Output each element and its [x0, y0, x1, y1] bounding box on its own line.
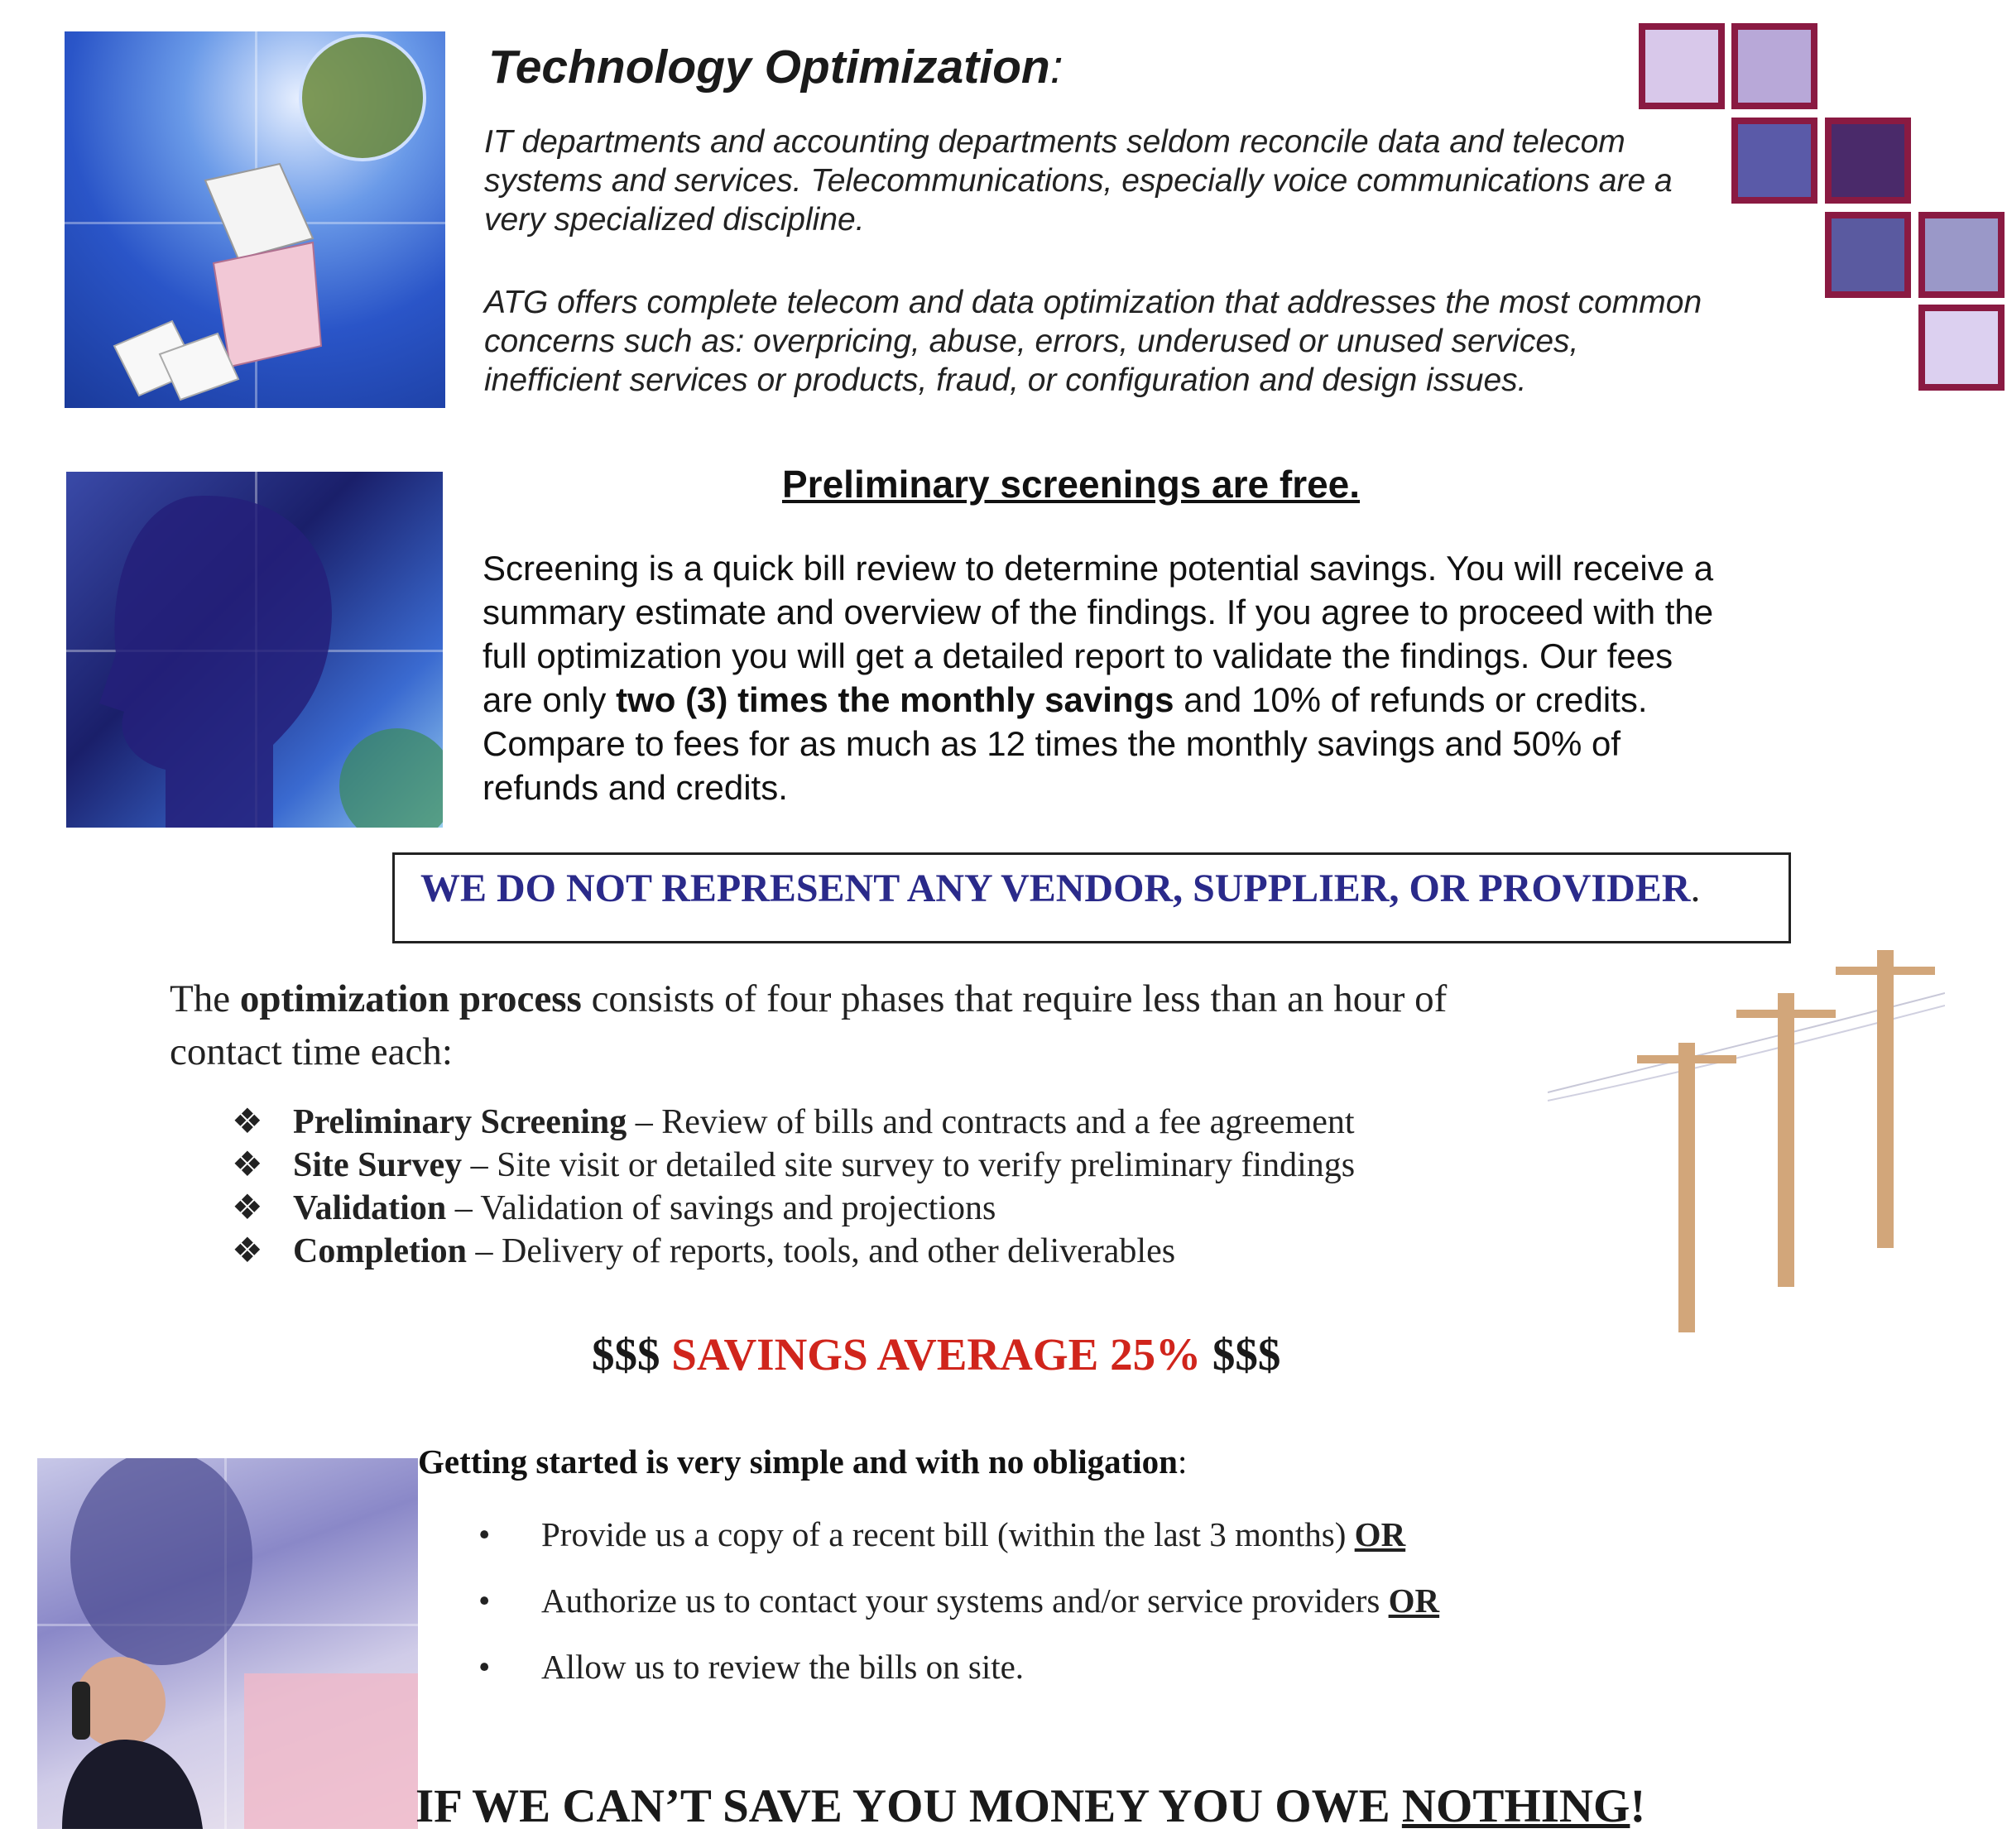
diamond-bullet-icon: ❖ [232, 1232, 263, 1270]
diamond-bullet-icon: ❖ [232, 1189, 263, 1227]
square-decor [1825, 212, 1911, 298]
steps-list [478, 1513, 1637, 1711]
screening-heading: Preliminary screenings are free. [782, 463, 1361, 506]
phase-list [232, 1101, 1556, 1273]
list-item: ❖ Site Survey – Site visit or detailed site survey to verify preliminary findings [232, 1144, 1556, 1187]
getting-started-heading: Getting started is very simple and with no obligation: [418, 1442, 1188, 1481]
square-decor [1825, 118, 1911, 204]
list-item: • Provide us a copy of a recent bill (within the last 3 months) OR [478, 1513, 1637, 1556]
bullet-icon: • [478, 1648, 491, 1686]
bullet-icon: • [478, 1515, 491, 1553]
list-item: ❖ Preliminary Screening – Review of bills and contracts and a fee agreement [232, 1101, 1556, 1144]
diamond-bullet-icon: ❖ [232, 1146, 263, 1184]
guarantee-footer: IF WE CAN’T SAVE YOU MONEY YOU OWE NOTHING! [415, 1780, 1646, 1832]
screening-paragraph: Screening is a quick bill review to determine potential savings. You will receive a summary estimate and overview of the findings. If you agree to proceed with the full optimization you will get a detailed report to validate the findings. Our fees are only two (3) times the monthly savings and 10% of refunds or credits. Compare to fees for as much as 12 times the monthly savings and 50% of refunds and credits. [483, 549, 1714, 807]
savings-banner: $$$ SAVINGS AVERAGE 25% $$$ [592, 1329, 1281, 1380]
vendor-notice-text: WE DO NOT REPRESENT ANY VENDOR, SUPPLIER, OR PROVIDER. [420, 866, 1701, 910]
intro-paragraph-2: ATG offers complete telecom and data optimization that addresses the most common concerns such as: overpricing, abuse, errors, underused or unused services, inefficient services or products, fraud, or configuration and design issues. [484, 285, 1702, 398]
page-title: Technology Optimization: [488, 41, 1064, 94]
square-decor [1731, 23, 1817, 109]
process-intro: The optimization process consists of four phases that require less than an hour of contact time each: [170, 977, 1448, 1073]
list-item: ❖ Completion – Delivery of reports, tools, and other deliverables [232, 1230, 1556, 1273]
list-item: • Allow us to review the bills on site. [478, 1645, 1637, 1688]
square-decor [1731, 118, 1817, 204]
square-decor [1918, 305, 2005, 391]
businessman-phone-image [37, 1458, 418, 1829]
list-item: • Authorize us to contact your systems and/or service providers OR [478, 1579, 1637, 1622]
bullet-icon: • [478, 1582, 491, 1620]
square-decor [1639, 23, 1725, 109]
globe-mail-image [65, 31, 445, 408]
intro-paragraph-1: IT departments and accounting departments seldom reconcile data and telecom systems and services. Telecommunications, especially voice communications are a very specialized discipline. [484, 124, 1673, 238]
square-decor [1918, 212, 2005, 298]
diamond-bullet-icon: ❖ [232, 1103, 263, 1141]
head-profile-image [66, 472, 443, 828]
list-item: ❖ Validation – Validation of savings and projections [232, 1187, 1556, 1230]
telephone-poles-image [1548, 943, 1945, 1341]
